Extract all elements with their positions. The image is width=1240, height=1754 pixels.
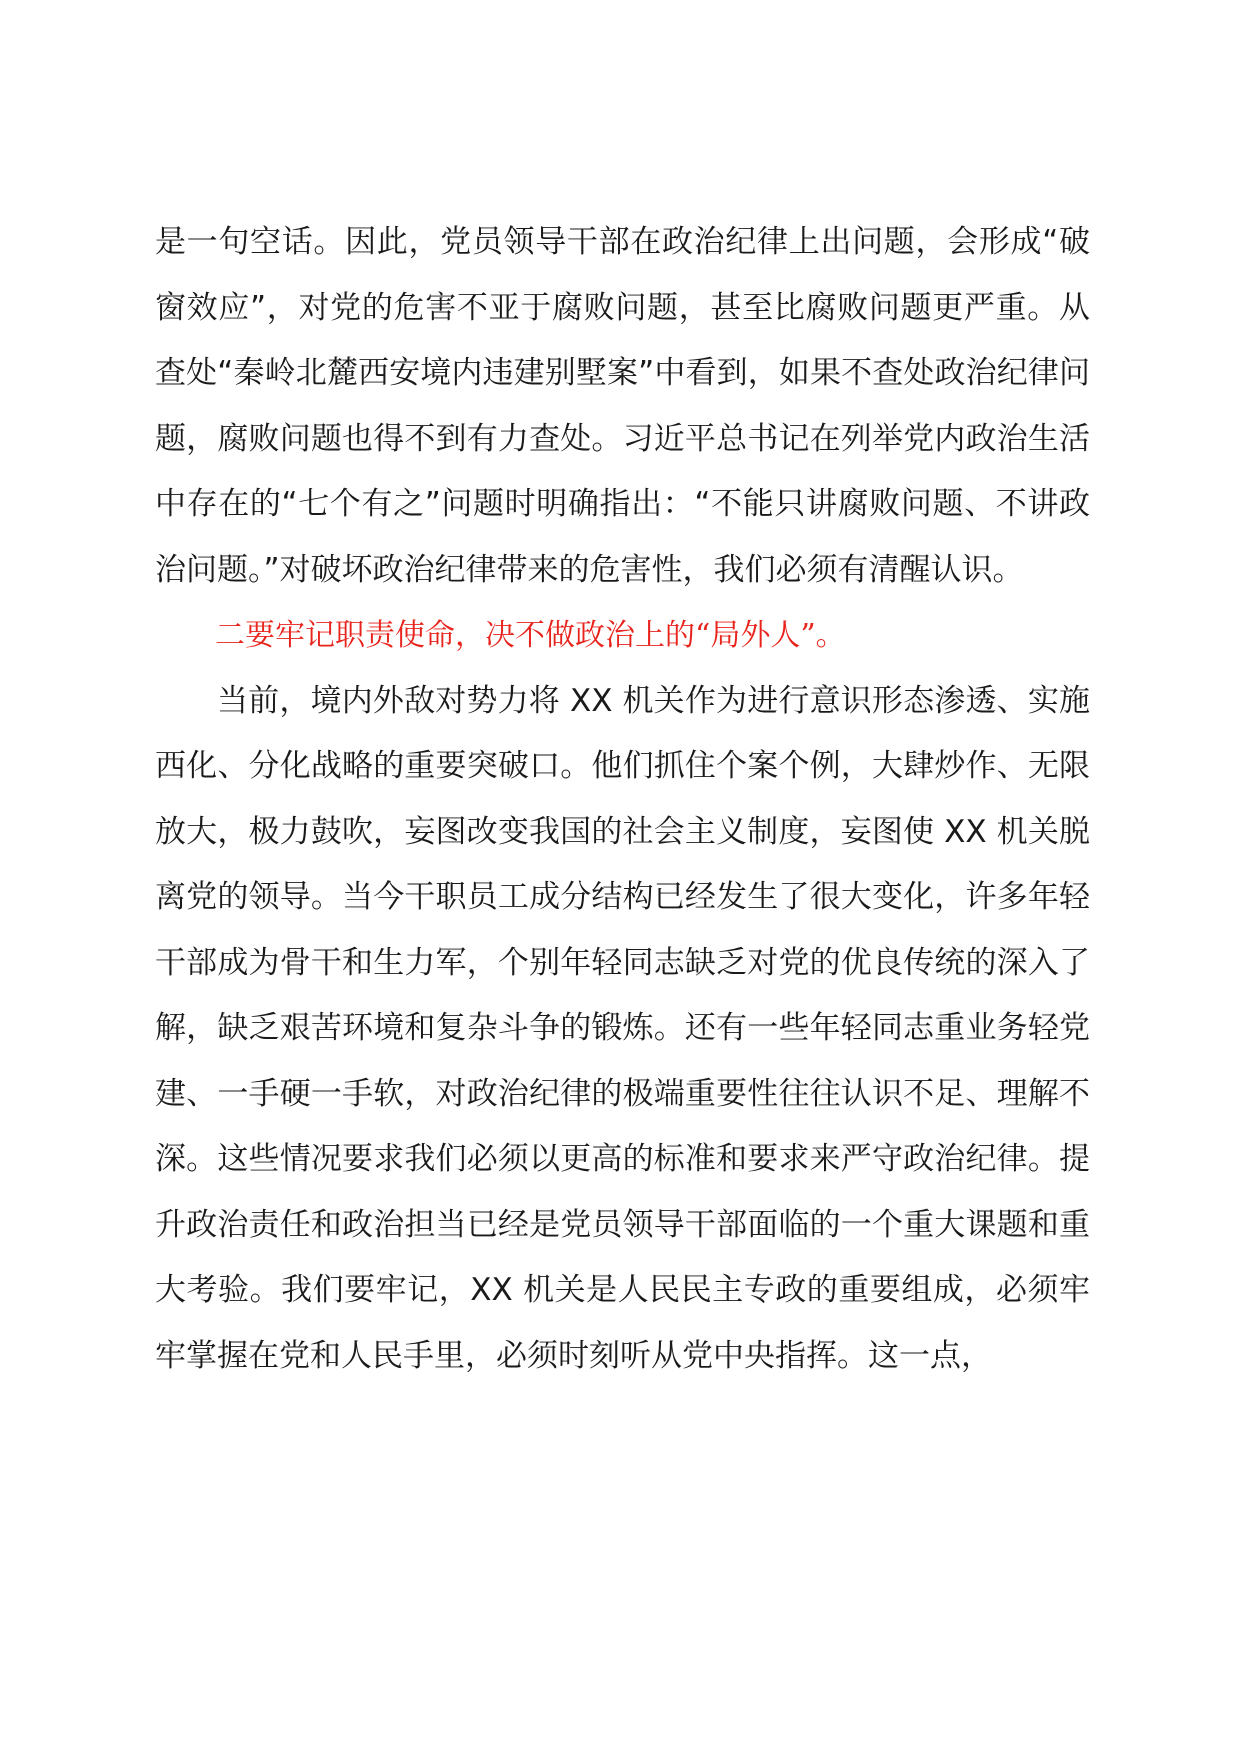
- document-body: [155, 210, 1090, 1389]
- paragraph-current-situation: 当前，境内外敌对势力将 XX 机关作为进行意识形态渗透、实施西化、分化战略的重要突破口。他们抓住个案个例，大肆炒作、无限放大，极力鼓吹，妄图改变我国的社会主义制度，妄图使 XX 机关脱离党的领导。当今干职员工成分结构已经发生了很大变化，许多年轻干部成为骨干和生力军，个别年轻同志缺乏对党的优良传统的深入了解，缺乏艰苦环境和复杂斗争的锻炼。还有一些年轻同志重业务轻党建、一手硬一手软，对政治纪律的极端重要性往往认识不足、理解不深。这些情况要求我们必须以更高的标准和要求来严守政治纪律。提升政治责任和政治担当已经是党员领导干部面临的一个重大课题和重大考验。我们要牢记，XX 机关是人民民主专政的重要组成，必须牢牢掌握在党和人民手里，必须时刻听从党中央指挥。这一点，: [155, 682, 1090, 1374]
- paragraph-political-discipline-harm: 是一句空话。因此，党员领导干部在政治纪律上出问题，会形成“破窗效应”，对党的危害不亚于腐败问题，甚至比腐败问题更严重。从查处“秦岭北麓西安境内违建别墅案”中看到，如果不查处政治纪律问题，腐败问题也得不到有力查处。习近平总书记在列举党内政治生活中存在的“七个有之”问题时明确指出：“不能只讲腐败问题、不讲政治问题。”对破坏政治纪律带来的危害性，我们必须有清醒认识。: [155, 224, 1090, 588]
- section-heading-responsibility-mission: 二要牢记职责使命，决不做政治上的“局外人”。: [215, 618, 846, 653]
